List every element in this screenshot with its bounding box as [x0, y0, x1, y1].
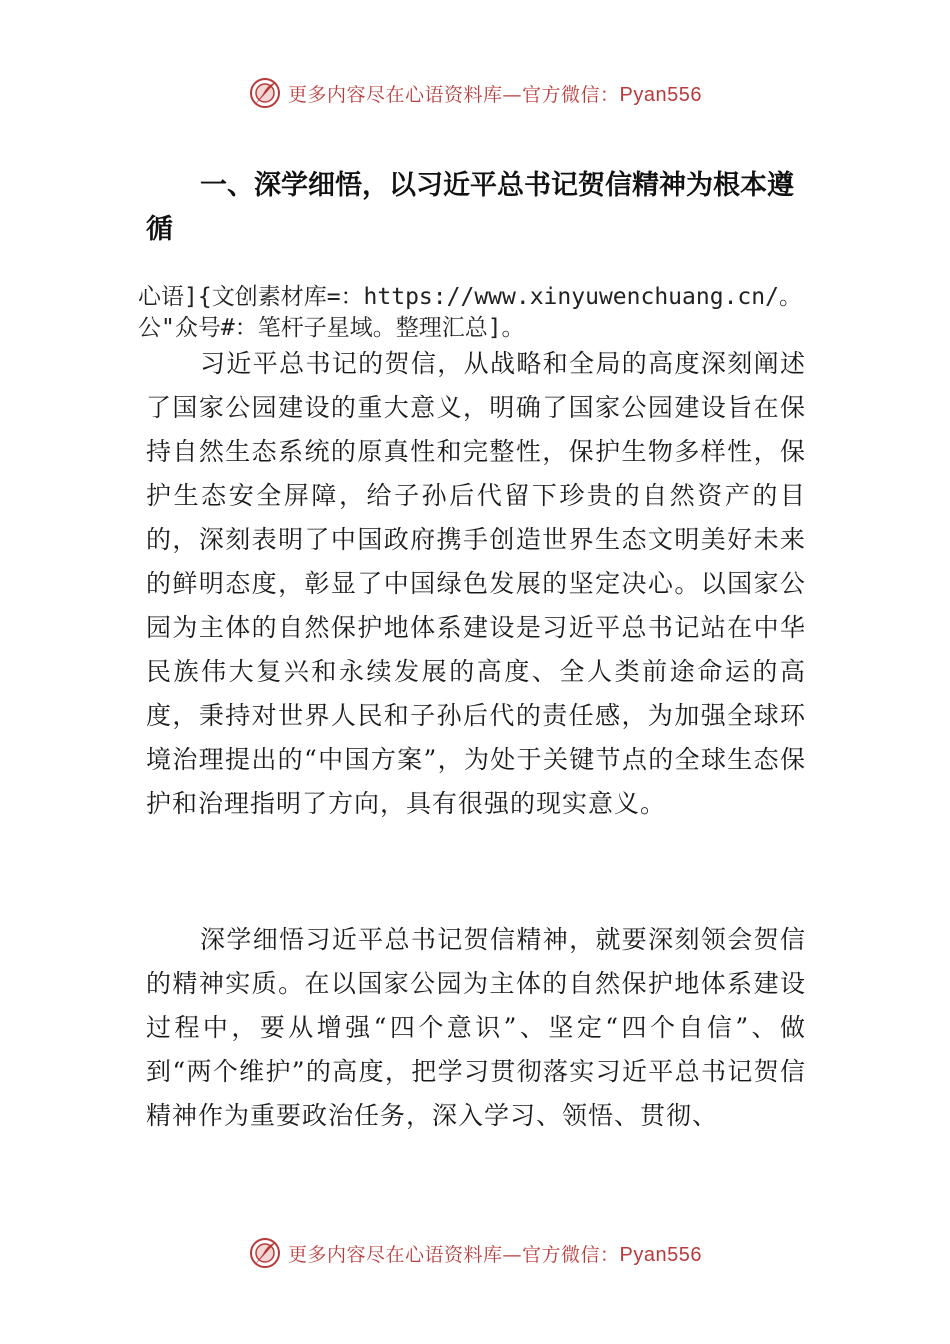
banner-text: 更多内容尽在心语资料库—官方微信：Pyan556	[288, 1243, 702, 1266]
header-banner	[0, 73, 950, 113]
quill-logo-icon	[248, 1236, 282, 1270]
wechat-id: Pyan556	[619, 83, 702, 106]
body-paragraph-2: 深学细悟习近平总书记贺信精神，就要深刻领会贺信的精神实质。在以国家公园为主体的自然保护地体系建设过程中，要从增强“四个意识”、坚定“四个自信”、做到“两个维护”的高度，把学习贯彻落实习近平总书记贺信精神作为重要政治任务，深入学习、领悟、贯彻、	[146, 925, 806, 1130]
source-note: 心语]{文创素材库=：https://www.xinyuwenchuang.cn/。公"众号#：笔杆子星域。整理汇总]。	[138, 284, 802, 341]
footer-banner	[0, 1233, 950, 1273]
wechat-id: Pyan556	[619, 1243, 702, 1266]
quill-logo-icon	[248, 76, 282, 110]
body-paragraph-1: 习近平总书记的贺信，从战略和全局的高度深刻阐述了国家公园建设的重大意义，明确了国家公园建设旨在保持自然生态系统的原真性和完整性，保护生物多样性，保护生态安全屏障，给子孙后代留下珍贵的自然资产的目的，深刻表明了中国政府携手创造世界生态文明美好未来的鲜明态度，彰显了中国绿色发展的坚定决心。以国家公园为主体的自然保护地体系建设是习近平总书记站在中华民族伟大复兴和永续发展的高度、全人类前途命运的高度，秉持对世界人民和子孙后代的责任感，为加强全球环境治理提出的“中国方案”，为处于关键节点的全球生态保护和治理指明了方向，具有很强的现实意义。	[146, 349, 806, 818]
banner-text: 更多内容尽在心语资料库—官方微信：Pyan556	[288, 83, 702, 106]
section-heading: 一、深学细悟，以习近平总书记贺信精神为根本遵循	[146, 170, 794, 245]
